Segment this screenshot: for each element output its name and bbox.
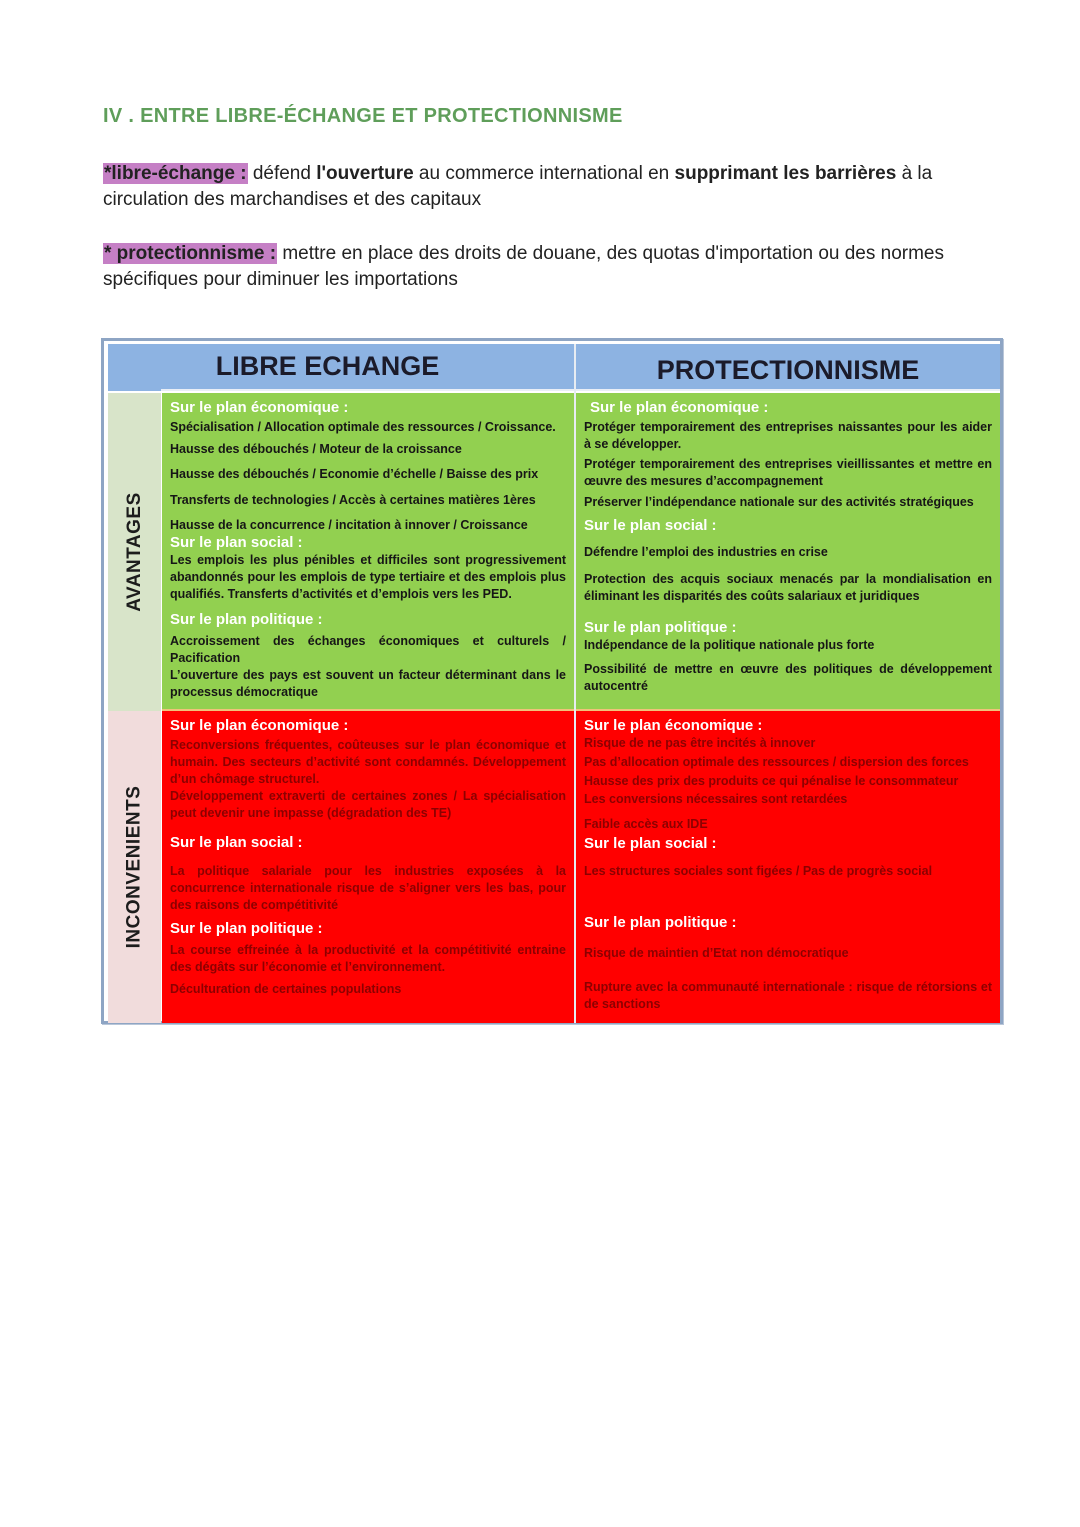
list-item: Protéger temporairement des entreprises naissantes pour les aider à se développer. bbox=[584, 420, 992, 451]
section-title-economique: Sur le plan économique : bbox=[590, 399, 769, 416]
section-title-economique: Sur le plan économique : bbox=[170, 399, 349, 416]
list-item: La politique salariale pour les industries exposées à la concurrence internationale risque de s’aligner vers les bas, pour des raisons de compétitivité bbox=[170, 864, 566, 912]
list-item: Risque de maintien d’Etat non démocratique bbox=[584, 946, 849, 960]
list-item: Faible accès aux IDE bbox=[584, 817, 708, 831]
cell-inconvenients-protectionnisme bbox=[576, 711, 1000, 1023]
cell-avantages-protectionnisme bbox=[576, 393, 1000, 711]
list-item: Défendre l’emploi des industries en crise bbox=[584, 545, 828, 559]
section-title-social: Sur le plan social : bbox=[584, 835, 717, 852]
definition-protectionnisme bbox=[103, 241, 983, 293]
definition-emphasis: l'ouverture bbox=[316, 163, 414, 184]
list-item: Développement extraverti de certaines zones / La spécialisation peut devenir une impasse (dégradation des TE) bbox=[170, 789, 566, 820]
column-header-libre-echange: LIBRE ECHANGE bbox=[161, 344, 574, 391]
list-item: Transferts de technologies / Accès à certaines matières 1ères bbox=[170, 493, 536, 507]
list-item: Hausse des débouchés / Economie d’échelle / Baisse des prix bbox=[170, 467, 539, 481]
definition-text: défend bbox=[247, 163, 317, 184]
row-label-text: AVANTAGES bbox=[123, 492, 145, 612]
list-item: Déculturation de certaines populations bbox=[170, 982, 402, 996]
column-header-protectionnisme: PROTECTIONNISME bbox=[576, 344, 1000, 391]
definition-text: à la circulation des marchandises et des capitaux bbox=[103, 163, 933, 210]
list-item: Hausse des prix des produits ce qui pénalise le consommateur bbox=[584, 774, 959, 788]
definition-libre-echange bbox=[103, 161, 983, 213]
section-title-economique: Sur le plan économique : bbox=[170, 717, 349, 734]
list-item: Les conversions nécessaires sont retardées bbox=[584, 792, 848, 806]
list-item: Hausse de la concurrence / incitation à innover / Croissance bbox=[170, 518, 528, 532]
list-item: Risque de ne pas être incités à innover bbox=[584, 736, 816, 750]
cell-inconvenients-libre-echange bbox=[162, 711, 574, 1023]
section-title-social: Sur le plan social : bbox=[584, 517, 717, 534]
highlighted-term: * protectionnisme : bbox=[104, 243, 277, 264]
cell-avantages-libre-echange bbox=[162, 393, 574, 711]
list-item: Protéger temporairement des entreprises vieillissantes et mettre en œuvre des mesures d’accompagnement bbox=[584, 457, 992, 488]
row-label-text: INCONVENIENTS bbox=[123, 785, 145, 949]
section-title-social: Sur le plan social : bbox=[170, 534, 303, 551]
row-label-avantages bbox=[108, 393, 161, 711]
list-item: Spécialisation / Allocation optimale des ressources / Croissance. bbox=[170, 420, 556, 434]
definition-text: au commerce international en bbox=[413, 163, 675, 184]
definition-emphasis: supprimant les barrières bbox=[674, 163, 897, 184]
list-item: Les structures sociales sont figées / Pas de progrès social bbox=[584, 864, 933, 878]
list-item: Les emplois les plus pénibles et difficiles sont progressivement abandonnés pour les emplois de type tertiaire et des emplois plus qualifiés. Transferts d’activités et d’emplois vers les PED. bbox=[170, 553, 566, 601]
row-label-inconvenients bbox=[108, 711, 161, 1023]
list-item: L’ouverture des pays est souvent un facteur déterminant dans le processus démocratique bbox=[170, 668, 566, 699]
highlighted-term: *libre-échange : bbox=[104, 163, 247, 184]
comparison-table bbox=[101, 338, 1003, 1024]
list-item: Accroissement des échanges économiques et culturels / Pacification bbox=[170, 634, 566, 665]
list-item: Préserver l’indépendance nationale sur des activités stratégiques bbox=[584, 495, 974, 509]
section-title-social: Sur le plan social : bbox=[170, 834, 303, 851]
definition-text: mettre en place des droits de douane, des quotas d'importation ou des normes spécifiques pour diminuer les importations bbox=[103, 243, 944, 290]
list-item: Protection des acquis sociaux menacés par la mondialisation en éliminant les disparités des coûts salariaux et juridiques bbox=[584, 572, 992, 603]
section-title-politique: Sur le plan politique : bbox=[170, 920, 323, 937]
section-title-politique: Sur le plan politique : bbox=[584, 914, 737, 931]
list-item: Hausse des débouchés / Moteur de la croissance bbox=[170, 442, 462, 456]
list-item: Indépendance de la politique nationale plus forte bbox=[584, 638, 875, 652]
section-title-politique: Sur le plan politique : bbox=[170, 611, 323, 628]
section-title-politique: Sur le plan politique : bbox=[584, 619, 737, 636]
list-item: La course effreinée à la productivité et la compétitivité entraine des dégâts sur l’économie et l’environnement. bbox=[170, 943, 566, 974]
list-item: Rupture avec la communauté internationale : risque de rétorsions et de sanctions bbox=[584, 980, 992, 1011]
list-item: Pas d’allocation optimale des ressources / dispersion des forces bbox=[584, 755, 969, 769]
list-item: Possibilité de mettre en œuvre des politiques de développement autocentré bbox=[584, 662, 992, 693]
list-item: Reconversions fréquentes, coûteuses sur le plan économique et humain. Des secteurs d’activité sont condamnés. Développement d’un chômage structurel. bbox=[170, 738, 566, 786]
header-corner bbox=[108, 344, 161, 391]
section-heading: IV . ENTRE LIBRE-ÉCHANGE ET PROTECTIONNISME bbox=[103, 105, 623, 127]
section-title-economique: Sur le plan économique : bbox=[584, 717, 763, 734]
